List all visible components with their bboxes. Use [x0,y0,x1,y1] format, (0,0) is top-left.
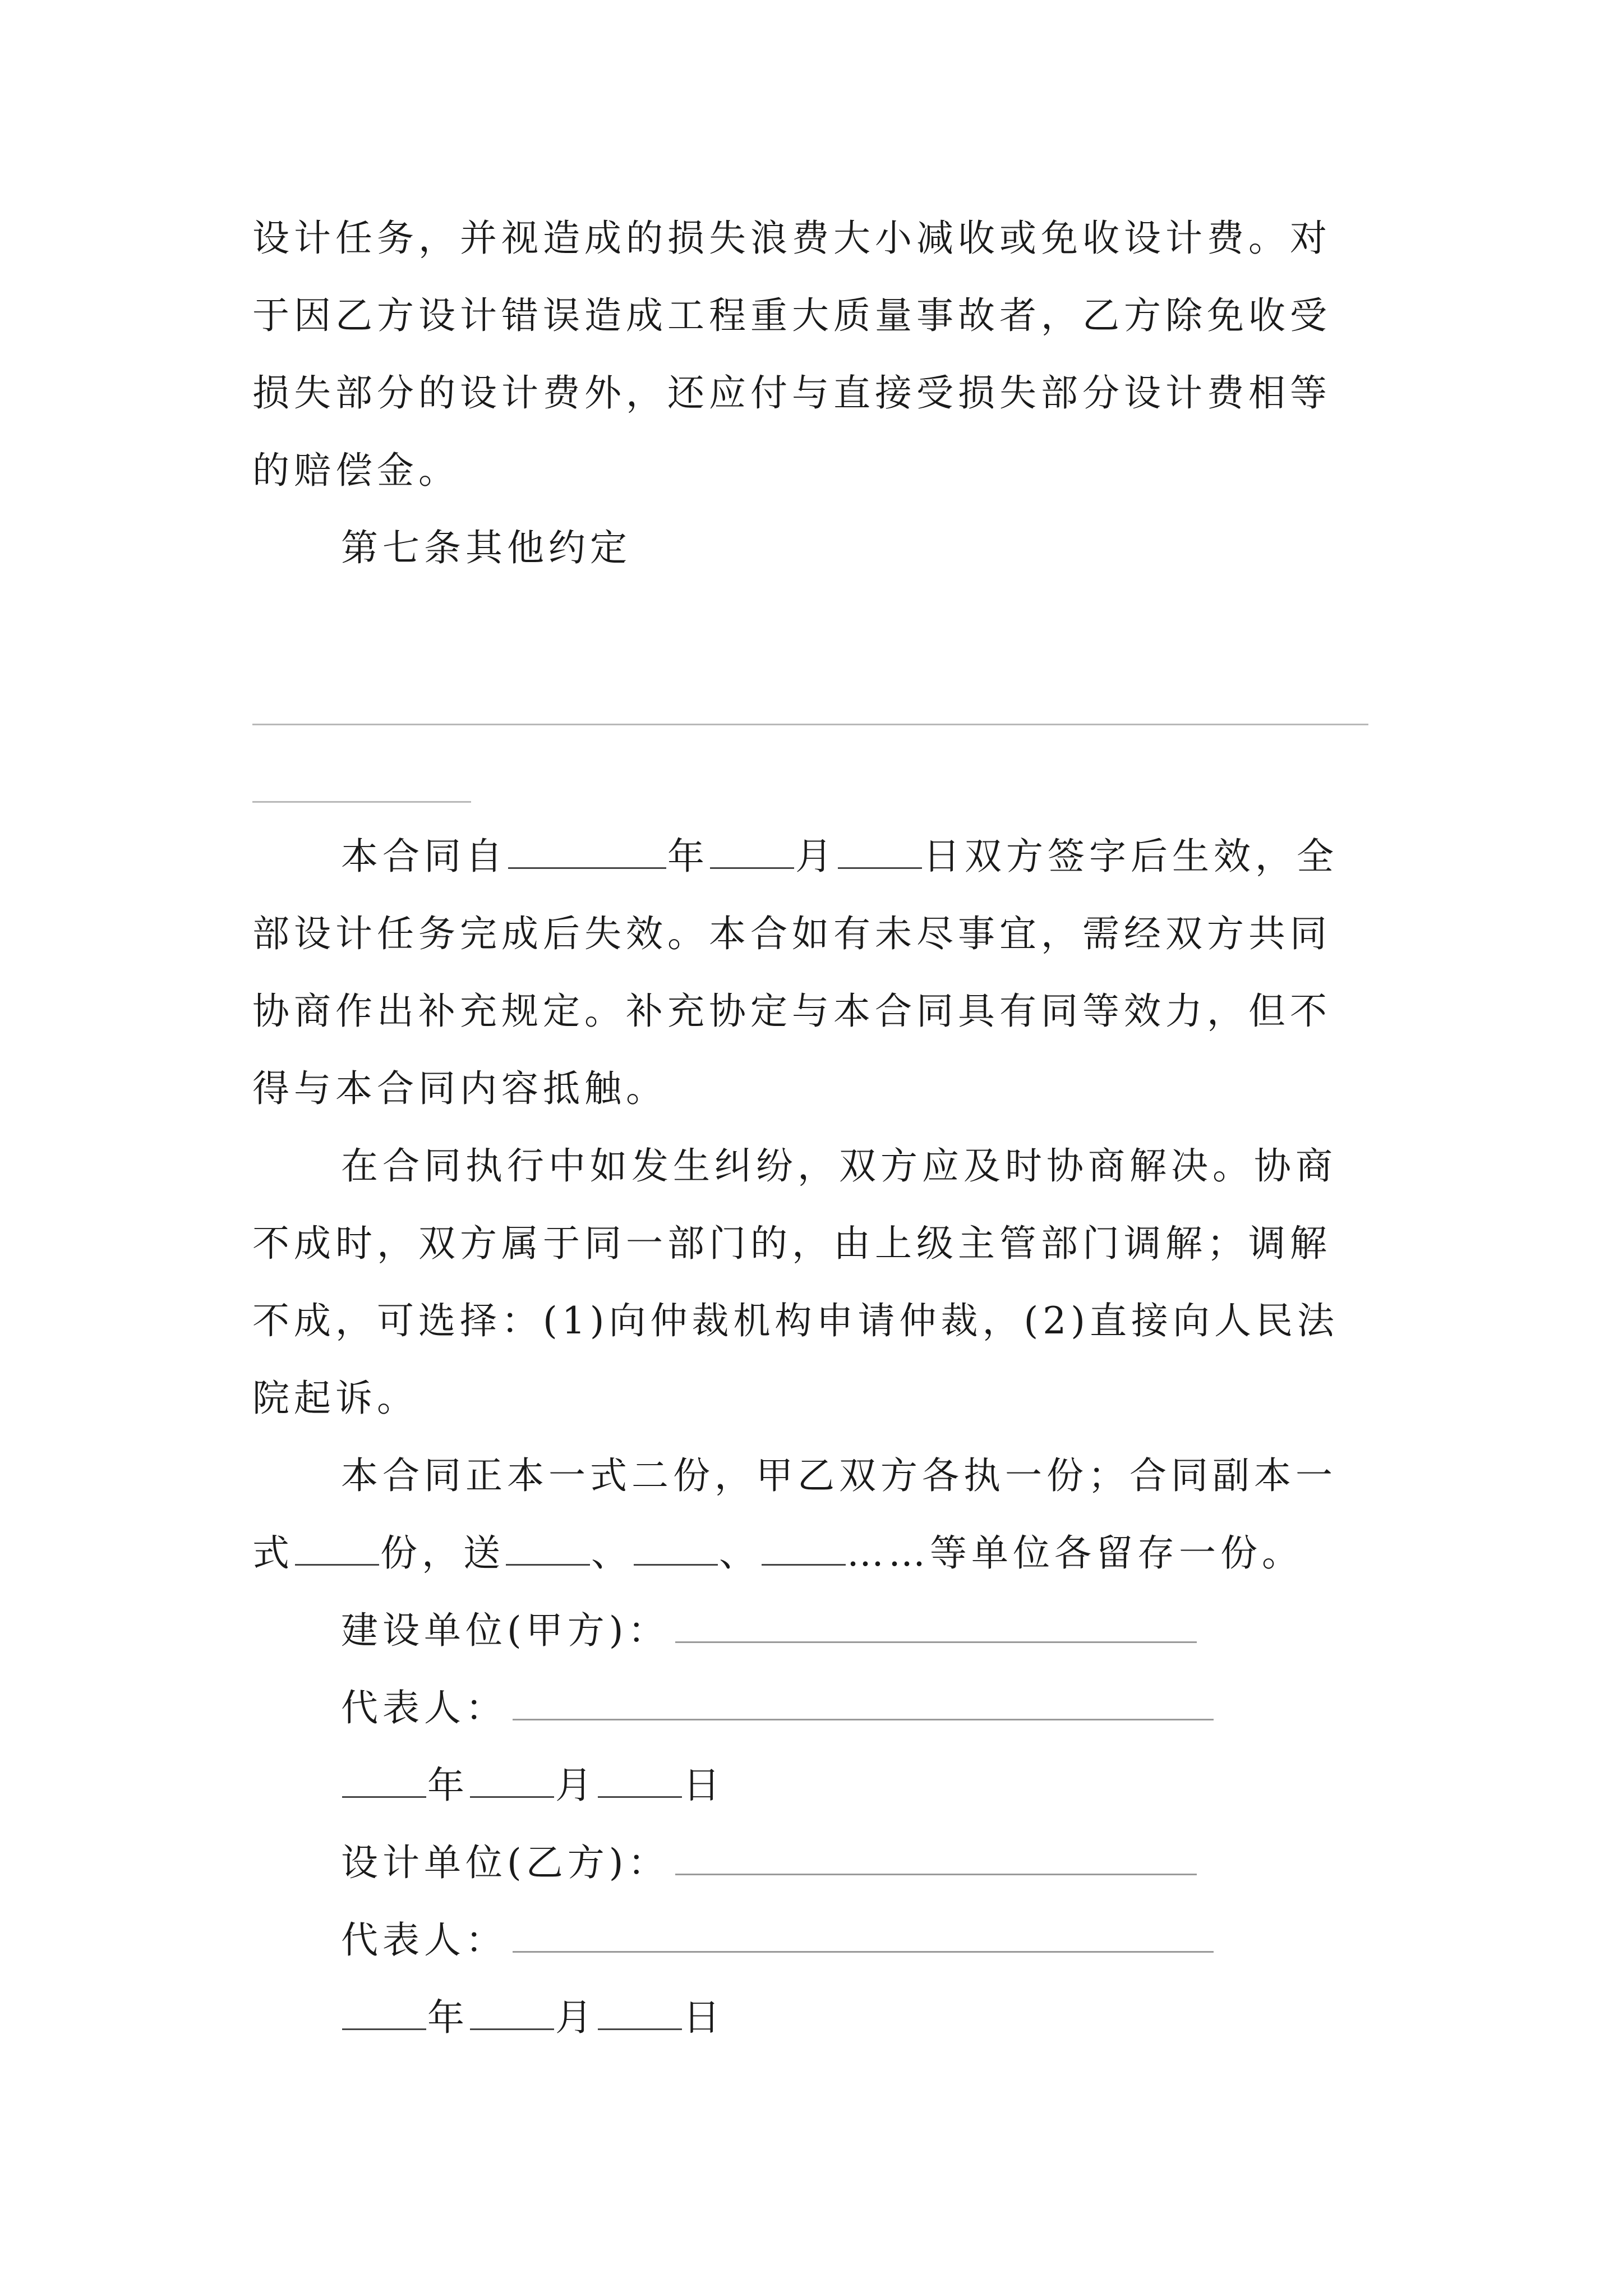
party-a-signature-line [675,1641,1197,1643]
effective-text-2: 年 [667,835,709,878]
effective-text-3: 月 [795,835,837,878]
effective-text-1: 本合同自 [341,835,507,878]
date-a-year-blank [342,1796,426,1798]
clause7-heading: 第七条其他约定 [341,526,631,569]
copies-line-1: 本合同正本一式二份，甲乙双方各执一份；合同副本一 [341,1454,1337,1497]
date-b-month: 月 [555,1996,597,2039]
date-b-year: 年 [427,1996,469,2039]
copies-count-blank [295,1564,379,1566]
date-b-year-blank [342,2028,426,2030]
copies-sep-1: 、 [591,1531,633,1575]
copies-text-1: 式 [252,1531,294,1575]
dispute-line-1: 在合同执行中如发生纠纷，双方应及时协商解决。协商 [341,1144,1337,1188]
clause6-line-1: 设计任务，并视造成的损失浪费大小减收或免收设计费。对 [252,217,1331,260]
clause6-line-2: 于因乙方设计错误造成工程重大质量事故者，乙方除免收受 [252,294,1331,337]
rep-a-line [341,1686,1214,1729]
clause6-line-3: 损失部分的设计费外，还应付与直接受损失部分设计费相等 [252,371,1331,415]
copies-sep-2: 、 [719,1531,760,1575]
rep-a-label: 代表人： [341,1686,507,1729]
date-b-day: 日 [683,1996,725,2039]
dispute-line-4: 院起诉。 [252,1377,418,1420]
date-a-day: 日 [683,1764,725,1807]
dispute-line-3: 不成，可选择：(1)向仲裁机构申请仲裁，(2)直接向人民法 [252,1299,1339,1342]
copies-recipient-blank-2 [634,1564,718,1566]
date-b-line [341,1996,725,2039]
party-b-label: 设计单位(乙方)： [341,1841,670,1884]
other-agreement-rule-2 [252,801,471,803]
date-a-year: 年 [427,1764,469,1807]
effective-year-blank [508,867,666,869]
effective-line-1 [341,835,1338,878]
effective-line-2: 部设计任务完成后失效。本合如有未尽事宜，需经双方共同 [252,912,1331,955]
dispute-line-2: 不成时，双方属于同一部门的，由上级主管部门调解；调解 [252,1222,1331,1265]
date-b-day-blank [598,2028,682,2030]
party-a-line [341,1609,1197,1652]
date-a-month-blank [470,1796,554,1798]
date-a-line [341,1764,725,1807]
date-a-day-blank [598,1796,682,1798]
copies-text-3: ……等单位各留存一份。 [847,1531,1303,1575]
rep-b-label: 代表人： [341,1918,507,1962]
date-b-month-blank [470,2028,554,2030]
date-a-month: 月 [555,1764,597,1807]
rep-a-signature-line [513,1719,1214,1720]
copies-text-2: 份，送 [380,1531,505,1575]
effective-line-4: 得与本合同内容抵触。 [252,1067,667,1110]
other-agreement-rule-1 [252,724,1368,725]
party-a-label: 建设单位(甲方)： [341,1609,670,1652]
effective-line-3: 协商作出补充规定。补充协定与本合同具有同等效力，但不 [252,990,1331,1033]
clause6-line-4: 的赔偿金。 [252,449,460,492]
copies-recipient-blank-3 [762,1564,846,1566]
effective-text-4: 日双方签字后生效，全 [923,835,1338,878]
party-b-line [341,1841,1197,1884]
copies-recipient-blank-1 [506,1564,590,1566]
rep-b-signature-line [513,1951,1214,1953]
rep-b-line [341,1918,1214,1962]
party-b-signature-line [675,1874,1197,1875]
effective-day-blank [838,867,922,869]
effective-month-blank [710,867,794,869]
copies-line-2 [252,1531,1303,1575]
